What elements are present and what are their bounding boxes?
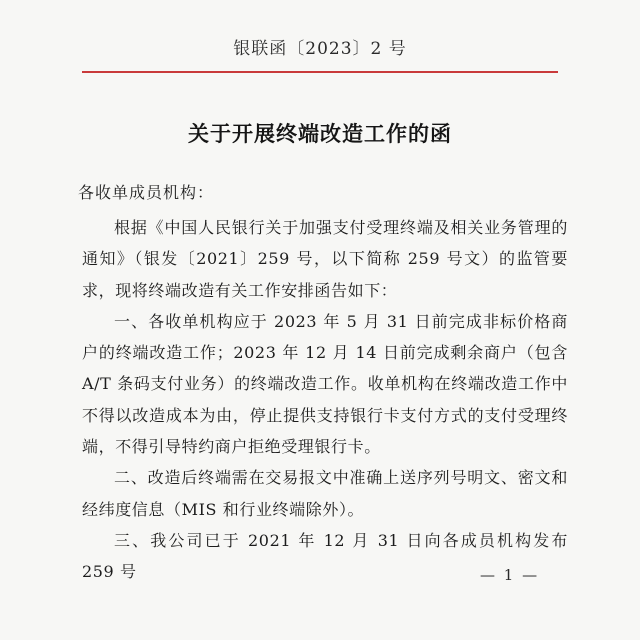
document-number: 银联函〔2023〕2 号 [233, 39, 407, 59]
paragraph-item-2: 二、改造后终端需在交易报文中准确上送序列号明文、密文和经纬度信息（MIS 和行业终端除外）。 [82, 468, 568, 519]
paragraph-intro: 根据《中国人民银行关于加强支付受理终端及相关业务管理的通知》（银发〔2021〕259 号，以下简称 259 号文）的监管要求，现将终端改造有关工作安排函告如下： [82, 218, 568, 300]
document-title: 关于开展终端改造工作的函 [188, 121, 452, 146]
paragraph-item-3: 三、我公司已于 2021 年 12 月 31 日向各成员机构发布 259 号 [82, 530, 568, 582]
page-number: — 1 — [480, 566, 540, 584]
salutation: 各收单成员机构： [78, 183, 215, 202]
letter-body [82, 212, 568, 588]
header-red-rule [82, 71, 558, 73]
paragraph-item-1: 一、各收单机构应于 2023 年 5 月 31 日前完成非标价格商户的终端改造工作；2023 年 12 月 14 日前完成剩余商户（包含 A/T 条码支付业务）的终端改造工作。收单机构在终端改造工作中不得以改造成本为由，停止提供支持银行卡支付方式的支付受理终端，不得引导特约商户拒绝受理银行卡。 [82, 311, 568, 457]
